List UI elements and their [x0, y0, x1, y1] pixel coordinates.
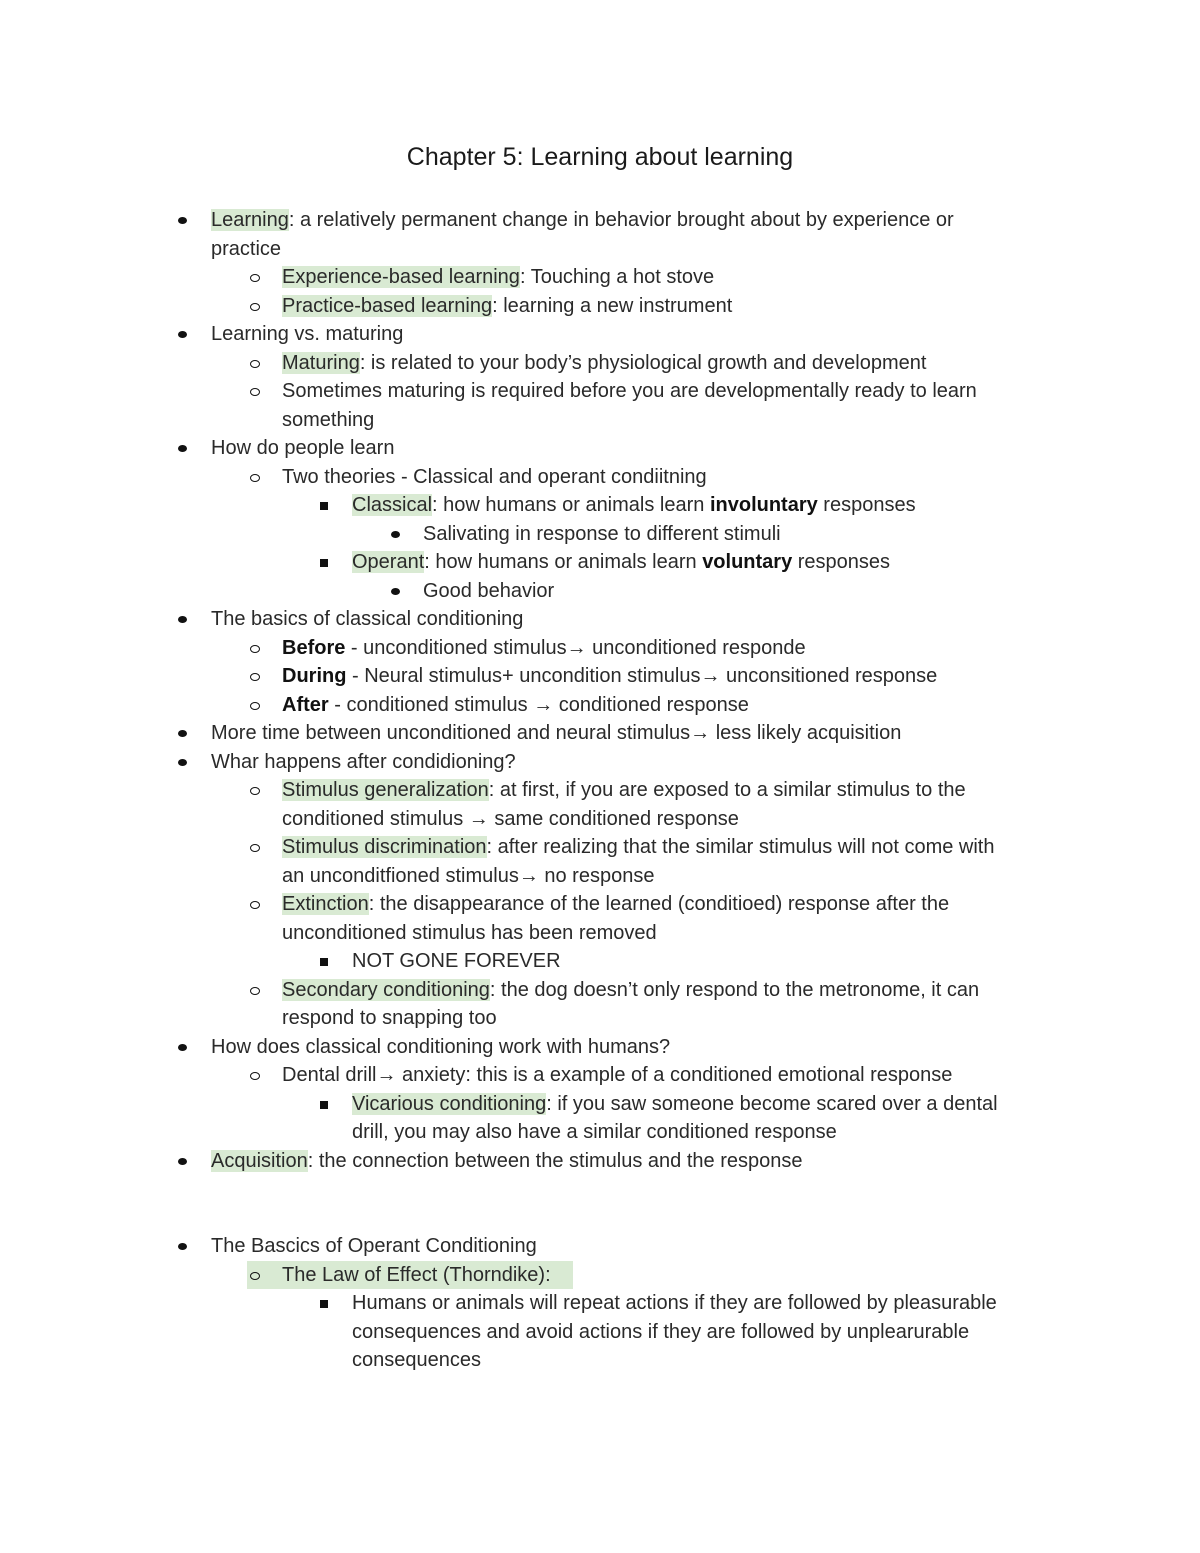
highlighted-term: Learning [211, 209, 289, 231]
list-item: How do people learn [0, 434, 1200, 463]
list-item: Before - unconditioned stimulus→ unconditioned responde [0, 634, 1200, 663]
list-item: After - conditioned stimulus → conditioned response [0, 691, 1200, 720]
list-item: Secondary conditioning: the dog doesn’t only respond to the metronome, it can [0, 976, 1200, 1005]
list-item: NOT GONE FOREVER [0, 947, 1200, 976]
circle-bullet-icon [250, 1061, 264, 1090]
list-item: Stimulus discrimination: after realizing that the similar stimulus will not come with [0, 833, 1200, 862]
list-item-continuation: respond to snapping too [282, 1007, 497, 1029]
circle-bullet-icon [250, 1261, 264, 1290]
list-item: Two theories - Classical and operant condiitning [0, 463, 1200, 492]
list-item-continuation: practice [211, 237, 282, 260]
list-item: Practice-based learning: learning a new instrument [0, 292, 1200, 321]
list-item: Salivating in response to different stimuli [0, 520, 1200, 549]
highlighted-term: Operant [352, 551, 425, 573]
circle-bullet-icon [250, 662, 264, 691]
highlighted-term: Experience-based learning [282, 266, 520, 288]
disc-bullet-icon [178, 1033, 192, 1062]
list-item-continuation: an unconditfioned stimulus→ no response [282, 864, 655, 887]
blank-line [0, 1204, 1200, 1233]
list-item: During - Neural stimulus+ uncondition stimulus→ unconsitioned response [0, 662, 1200, 691]
list-item: Whar happens after condidioning? [0, 748, 1200, 777]
circle-bullet-icon [250, 634, 264, 663]
page-title: Chapter 5: Learning about learning [406, 143, 794, 171]
list-item: More time between unconditioned and neural stimulus→ less likely acquisition [0, 719, 1200, 748]
list-item-continuation: consequences and avoid actions if they are followed by unplearurable [352, 1320, 970, 1343]
list-item: Vicarious conditioning: if you saw someone become scared over a dental [0, 1090, 1200, 1119]
circle-bullet-icon [250, 463, 264, 492]
disc-bullet-icon [178, 320, 192, 349]
list-item: Extinction: the disappearance of the learned (conditioed) response after the [0, 890, 1200, 919]
list-item-continuation: conditioned stimulus → same conditioned response [282, 807, 739, 830]
list-item-continuation: drill, you may also have a similar conditioned response [352, 1121, 837, 1143]
list-item: Learning: a relatively permanent change in behavior brought about by experience or [0, 206, 1200, 235]
circle-bullet-icon [250, 776, 264, 805]
list-item: Good behavior [0, 577, 1200, 606]
square-bullet-icon [319, 1289, 333, 1318]
list-item: How does classical conditioning work with humans? [0, 1033, 1200, 1062]
highlighted-term: Extinction [282, 893, 369, 915]
circle-bullet-icon [250, 263, 264, 292]
disc-bullet-icon [391, 577, 405, 606]
square-bullet-icon [319, 1090, 333, 1119]
list-item: Humans or animals will repeat actions if they are followed by pleasurable [0, 1289, 1200, 1318]
disc-bullet-icon [178, 206, 192, 235]
disc-bullet-icon [178, 605, 192, 634]
notes-body [0, 206, 1200, 1375]
list-item-continuation: something [282, 408, 375, 431]
list-item: Acquisition: the connection between the stimulus and the response [0, 1147, 1200, 1176]
square-bullet-icon [319, 947, 333, 976]
highlighted-term: Acquisition [211, 1149, 308, 1172]
list-item: Dental drill→ anxiety: this is a example of a conditioned emotional response [0, 1061, 1200, 1090]
circle-bullet-icon [250, 349, 264, 378]
highlighted-term: Maturing [282, 351, 360, 374]
list-item: Experience-based learning: Touching a hot stove [0, 263, 1200, 292]
highlighted-term: Stimulus discrimination [282, 836, 487, 858]
disc-bullet-icon [178, 1147, 192, 1176]
list-item: Maturing: is related to your body’s physiological growth and development [0, 349, 1200, 378]
highlighted-term: Classical [352, 494, 433, 516]
circle-bullet-icon [250, 976, 264, 1005]
disc-bullet-icon [178, 719, 192, 748]
list-item: Stimulus generalization: at first, if you are exposed to a similar stimulus to the [0, 776, 1200, 805]
list-item-continuation: unconditioned stimulus has been removed [282, 921, 657, 944]
circle-bullet-icon [250, 377, 264, 406]
square-bullet-icon [319, 548, 333, 577]
square-bullet-icon [319, 491, 333, 520]
circle-bullet-icon [250, 833, 264, 862]
disc-bullet-icon [391, 520, 405, 549]
circle-bullet-icon [250, 890, 264, 919]
list-item: The Bascics of Operant Conditioning [0, 1232, 1200, 1261]
list-item: The basics of classical conditioning [0, 605, 1200, 634]
disc-bullet-icon [178, 1232, 192, 1261]
highlighted-term: Secondary conditioning [282, 978, 490, 1001]
circle-bullet-icon [250, 691, 264, 720]
list-item-highlighted: The Law of Effect (Thorndike): [0, 1261, 1200, 1290]
highlighted-term: Practice-based learning [282, 294, 493, 317]
highlighted-term: Stimulus generalization [282, 779, 489, 801]
list-item: Learning vs. maturing [0, 320, 1200, 349]
list-item: Operant: how humans or animals learn voluntary responses [0, 548, 1200, 577]
list-item: Classical: how humans or animals learn involuntary responses [0, 491, 1200, 520]
disc-bullet-icon [178, 748, 192, 777]
list-item-continuation: consequences [352, 1349, 481, 1371]
blank-line [0, 1175, 1200, 1204]
disc-bullet-icon [178, 434, 192, 463]
circle-bullet-icon [250, 292, 264, 321]
list-item: Sometimes maturing is required before you are developmentally ready to learn [0, 377, 1200, 406]
highlighted-term: Vicarious conditioning [352, 1092, 547, 1115]
